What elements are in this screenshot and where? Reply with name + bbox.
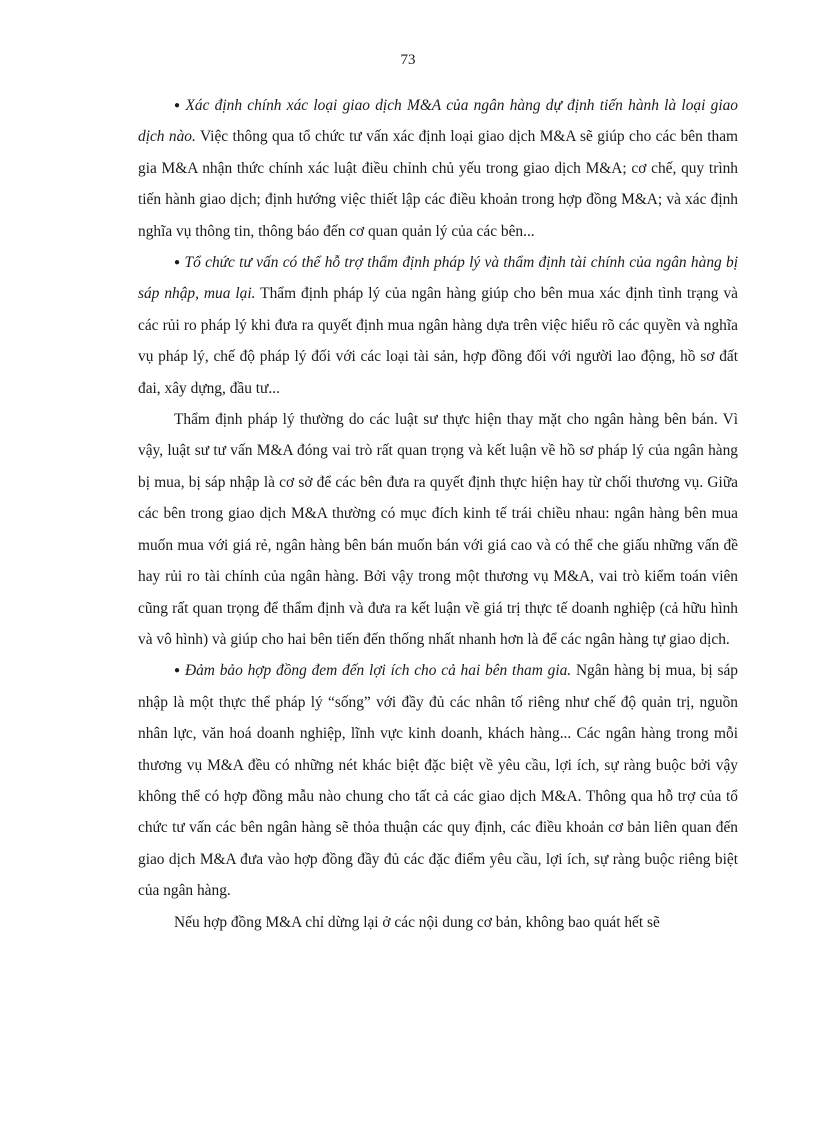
paragraph-continuation bbox=[138, 907, 738, 938]
paragraph-legal-review bbox=[138, 404, 738, 655]
page-number: 73 bbox=[400, 52, 416, 68]
paragraph-text: Nếu hợp đồng M&A chỉ dừng lại ở các nội dung cơ bản, không bao quát hết sẽ bbox=[174, 913, 660, 931]
paragraph-lead: Tổ chức tư vấn có thể hỗ trợ thẩm định pháp lý và thẩm định tài chính của ngân hàng bị sáp nhập, mua lại. bbox=[138, 254, 739, 303]
paragraph-contract-benefit bbox=[138, 655, 738, 906]
paragraph-lead: Đảm bảo hợp đồng đem đến lợi ích cho cả hai bên tham gia. bbox=[185, 662, 572, 680]
bullet-icon: ● bbox=[174, 665, 181, 677]
bullet-icon: ● bbox=[174, 257, 181, 269]
paragraph-transaction-type bbox=[138, 90, 738, 247]
paragraph-lead: Xác định chính xác loại giao dịch M&A của ngân hàng dự định tiến hành là loại giao dịch nào. bbox=[138, 97, 738, 146]
paragraph-due-diligence bbox=[138, 247, 738, 404]
paragraph-text: Thẩm định pháp lý của ngân hàng giúp cho bên mua xác định tình trạng và các rủi ro pháp lý khi đưa ra quyết định mua ngân hàng dựa trên việc hiểu rõ các quyền và nghĩa vụ pháp lý, chế độ pháp lý đối với các loại tài sản, hợp đồng đối với người lao động, hồ sơ đất đai, xây dựng, đầu tư... bbox=[138, 285, 738, 397]
paragraph-text: Việc thông qua tổ chức tư vấn xác định loại giao dịch M&A sẽ giúp cho các bên tham gia M&A nhận thức chính xác luật điều chỉnh chủ yếu trong giao dịch M&A; cơ chế, quy trình tiến hành giao dịch; định hướng việc thiết lập các điều khoản trong hợp đồng M&A; và xác định nghĩa vụ thông tin, thông báo đến cơ quan quản lý của các bên... bbox=[138, 128, 739, 240]
bullet-icon: ● bbox=[174, 100, 182, 111]
paragraph-text: Thẩm định pháp lý thường do các luật sư thực hiện thay mặt cho ngân hàng bên bán. Vì vậy, luật sư tư vấn M&A đóng vai trò rất quan trọng và kết luận về hồ sơ pháp lý của ngân hàng bị mua, bị sáp nhập là cơ sở để các bên đưa ra quyết định thực hiện hay từ chối thương vụ. Giữa các bên trong giao dịch M&A thường có mục đích kinh tế trái chiều nhau: ngân hàng bên mua muốn mua với giá rẻ, ngân hàng bên bán muốn bán với giá cao và có thể che giấu những vấn đề hay rủi ro tài chính của ngân hàng. Bởi vậy trong một thương vụ M&A, vai trò kiểm toán viên cũng rất quan trọng để thẩm định và đưa ra kết luận về giá trị thực tế doanh nghiệp (cả hữu hình và vô hình) và giúp cho hai bên tiến đến thống nhất nhanh hơn là để các ngân hàng tự giao dịch. bbox=[138, 411, 738, 648]
paragraph-text: Ngân hàng bị mua, bị sáp nhập là một thực thể pháp lý “sống” với đầy đủ các nhân tố riêng như chế độ quản trị, nguồn nhân lực, văn hoá doanh nghiệp, lĩnh vực kinh doanh, khách hàng... Các ngân hàng trong mỗi thương vụ M&A đều có những nét khác biệt đặc biệt về yêu cầu, lợi ích, sự ràng buộc bởi vậy không thể có hợp đồng mẫu nào chung cho tất cả các giao dịch M&A. Thông qua hỗ trợ của tổ chức tư vấn các bên ngân hàng sẽ thỏa thuận các quy định, các điều khoản cơ bản liên quan đến giao dịch M&A đưa vào hợp đồng đầy đủ các đặc điểm yêu cầu, lợi ích, sự ràng buộc riêng biệt của ngân hàng. bbox=[138, 662, 738, 900]
document-body bbox=[138, 90, 738, 938]
